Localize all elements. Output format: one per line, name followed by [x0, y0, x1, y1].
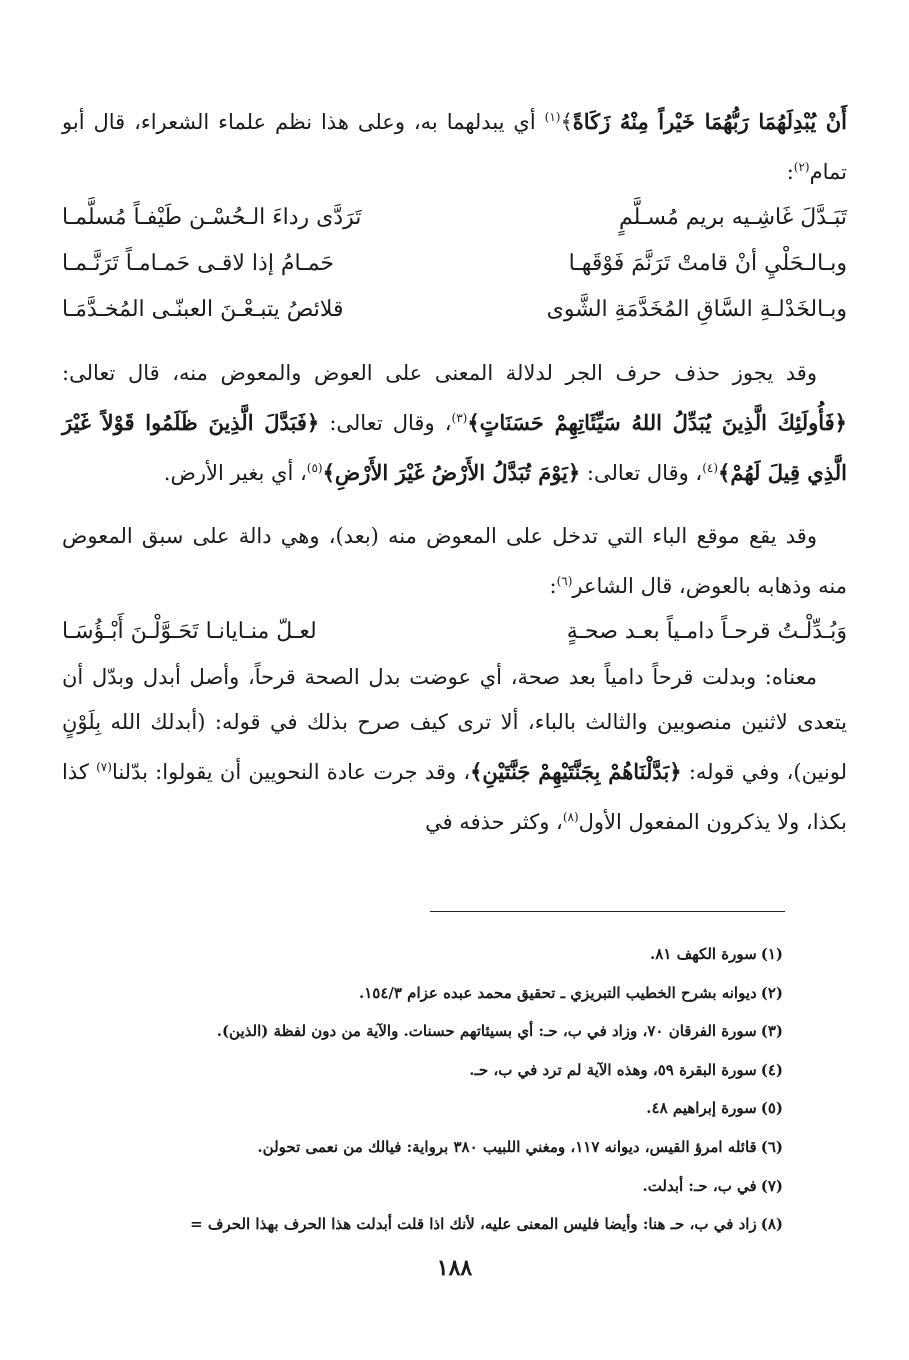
text-run: أي يبدلهما به، وعلى هذا نظم علماء الشعراء، قال أبو تمام [62, 110, 847, 184]
poem-verse-4 [62, 609, 847, 655]
quran-quote: ﴿بَدَّلْنَاهُمْ بِجَنَّتَيْهِمْ جَنَّتَيْنِ﴾ [470, 759, 682, 784]
footnote-ref: (٣) [451, 411, 468, 425]
footnote [110, 935, 783, 974]
text-run: ﴾ [560, 110, 573, 134]
footnote-text: قائله امرؤ القيس، ديوانه ١١٧، ومغني اللبيب ٣٨٠ برواية: فيالك من نعمى تحولن. [257, 1137, 757, 1156]
text-run: ، أي بغير الأرض. [163, 461, 307, 485]
paragraph-3 [62, 514, 847, 609]
footnote-ref: (٦) [556, 574, 573, 588]
footnote-number: (٧) [760, 1176, 783, 1195]
text-run: ، وقال تعالى: [580, 461, 703, 485]
poem-verse-2 [62, 241, 847, 287]
footnote-text: سورة إبراهيم ٤٨. [646, 1099, 757, 1118]
footnote-number: (٣) [760, 1022, 783, 1041]
text-run: وقد يقع موقع الباء التي تدخل على المعوض منه (بعد)، وهي دالة على سبق المعوض منه وذهابه بالعوض، قال الشاعر [62, 524, 847, 598]
text-run: : [786, 160, 794, 184]
poem-verse-1 [62, 195, 847, 241]
text-run: معناه: وبدلت قرحاً دامياً بعد صحة، أي عوضت بدل الصحة قرحاً، وأصل أبدل وبدّل أن يتعدى لاثنين منصوبين والثالث بالباء، ألا ترى كيف صرح بذلك في قوله: (أبدلك الله بِلَوْنٍ لونين)، وفي قوله: [62, 665, 848, 784]
footnotes [110, 935, 783, 1244]
footnote-number: (٤) [760, 1060, 783, 1079]
verse-second-hemistich: حَمـامُ إذا لاقـى حَمـامـاً تَرَنَّـمـا [62, 251, 335, 276]
footnote-ref: (٥) [306, 461, 323, 475]
footnote-ref: (٤) [702, 461, 719, 475]
footnote-text: ديوانه بشرح الخطيب التبريزي ـ تحقيق محمد عبده عزام ١٥٤/٣. [358, 983, 757, 1002]
quran-quote: أَنْ يُبْدِلَهُمَا رَبُّهُمَا خَيْراً مِنْهُ زَكَاةً [572, 109, 847, 134]
footnote [110, 1128, 783, 1167]
quran-quote: ﴿يَوْمَ تُبَدَّلُ الأَرْضُ غَيْرَ الأَرْضِ﴾ [322, 460, 581, 485]
footnote [110, 1051, 783, 1090]
footnote-separator [430, 911, 785, 912]
page-number: ١٨٨ [436, 1255, 473, 1281]
verse-first-hemistich: وبـالـحَلْيِ أنْ قامتْ تَرَنَّمَ فَوْقَهـا [568, 251, 847, 276]
paragraph-4 [62, 655, 847, 845]
footnote-number: (٦) [760, 1137, 783, 1156]
footnote-ref: (٨) [562, 810, 579, 824]
quran-quote: ﴿فَأُولَئِكَ الَّذِينَ يُبَدِّلُ اللهُ سَيِّئَاتِهِمْ حَسَنَاتٍ﴾ [467, 410, 847, 435]
footnote-text: سورة الكهف ٨١. [650, 945, 757, 963]
footnote-number: (٨) [760, 1215, 783, 1234]
footnote-text: سورة البقرة ٥٩، وهذه الآية لم ترد في ب، حـ. [469, 1060, 757, 1079]
footnote-text: في ب، حـ: أبدلت. [642, 1176, 757, 1195]
main-text [62, 95, 847, 845]
footnote-text: سورة الفرقان ٧٠، وزاد في ب، حـ: أي بسيئاتهم حسنات. والآية من دون لفظة (الذين). [216, 1022, 757, 1041]
footnote-number: (١) [760, 945, 783, 963]
footnote [110, 1012, 783, 1051]
verse-second-hemistich: قلائصُ يتبـعْـنَ العبنّـى المُخـدَّمَـا [62, 297, 344, 322]
footnote [110, 1167, 783, 1206]
text-run: كذا بكذا، ولا يذكرون المفعول الأول [62, 760, 847, 834]
verse-first-hemistich: وَبُـدِّلْـتُ قرحـاً دامـياً بعـد صحـةٍ [566, 619, 847, 644]
footnote-ref: (٢) [793, 160, 810, 174]
footnote-text: زاد في ب، حـ هنا: وأيضا فليس المعنى عليه، لأنك اذا قلت أبدلت هذا الحرف بهذا الحرف = [190, 1215, 757, 1234]
footnote-number: (٥) [760, 1099, 783, 1118]
footnote-ref: (٧) [96, 760, 112, 774]
text-run: وقد يجوز حذف حرف الجر لدلالة المعنى على العوض والمعوض منه، قال تعالى: [62, 361, 817, 385]
footnote [110, 1089, 783, 1128]
quran-quote: ﴿فَبَدَّلَ الَّذِينَ ظَلَمُوا قَوْلاً غَيْرَ الَّذِي قِيلَ لَهُمْ﴾ [62, 410, 847, 485]
paragraph-2 [62, 351, 847, 496]
text-run: ، وقد جرت عادة النحويين أن يقولوا: بدّلنا [111, 760, 471, 784]
text-run: : [549, 574, 557, 598]
footnote-number: (٢) [760, 983, 783, 1002]
text-run: ، وكثر حذفه في [425, 810, 563, 834]
verse-second-hemistich: لعـلّ منـايانـا تَحَـوَّلْـنَ أَبْـؤُسَـا [62, 619, 317, 644]
verse-first-hemistich: تَبَـدَّلَ غَاشِـيه بريم مُسـلَّمٍ [618, 205, 847, 230]
footnote [110, 974, 783, 1013]
verse-first-hemistich: وبـالخَدْلـةِ السَّاقِ المُخَدَّمَةِ الشَّوى [546, 297, 847, 322]
paragraph-1 [62, 95, 847, 195]
text-run: ، وقال تعالى: [319, 411, 452, 435]
footnote [110, 1205, 783, 1244]
verse-second-hemistich: تَرَدَّى رداءَ الـحُسْـن طَيْفـاً مُسلَّمـا [62, 205, 362, 230]
footnote-ref: (١) [544, 110, 561, 124]
poem-verse-3 [62, 287, 847, 333]
